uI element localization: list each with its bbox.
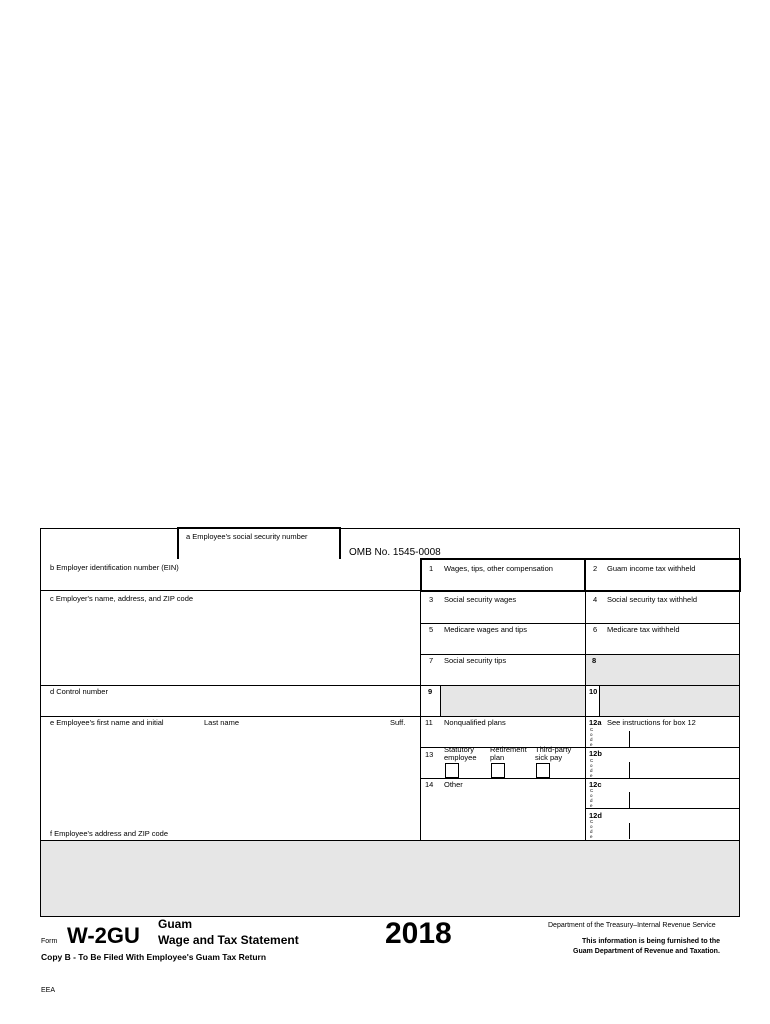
box1-num: 1 [429,564,434,573]
info-line2: Guam Department of Revenue and Taxation. [573,948,720,955]
box1-label: Wages, tips, other compensation [444,564,553,573]
box2-num: 2 [593,564,598,573]
code-12c: C o d e [590,788,594,808]
box7-num: 7 [429,656,434,665]
form-name: W-2GU [67,923,140,948]
retirement-plan-checkbox[interactable] [491,763,505,778]
form-word: Form [41,938,58,945]
box9-shade [440,685,585,716]
box-a-label: a Employee's social security number [186,532,308,541]
box4-label: Social security tax withheld [607,595,698,604]
omb-number: OMB No. 1545-0008 [349,547,441,558]
box-f-label: f Employee's address and ZIP code [50,829,169,838]
box4-num: 4 [593,595,598,604]
dept-line: Department of the Treasury–Internal Revenue Service [548,922,716,929]
code-12b: C o d e [590,758,594,778]
code-12a: C o d e [590,727,594,747]
box14-label: Other [444,780,463,789]
box5-num: 5 [429,625,434,634]
box12a-num: 12a [589,718,602,727]
box13-num: 13 [425,750,434,759]
statutory-employee-checkbox[interactable] [445,763,459,778]
title-line1: Guam [158,917,193,931]
box6-label: Medicare tax withheld [607,625,680,634]
box12b-num: 12b [589,749,602,758]
box7-label: Social security tips [444,656,507,665]
box6-num: 6 [593,625,598,634]
box-b-label: b Employer identification number (EIN) [50,563,179,572]
box12d-num: 12d [589,811,602,820]
box2-label: Guam income tax withheld [607,564,696,573]
box-e-suff-label: Suff. [390,718,406,727]
box8-num: 8 [592,656,597,665]
bottom-shade [41,840,739,916]
box-e-first-label: e Employee's first name and initial [50,718,164,727]
box12a-label: See instructions for box 12 [607,718,696,727]
box5-label: Medicare wages and tips [444,625,527,634]
form-year: 2018 [385,917,452,950]
box11-label: Nonqualified plans [444,718,506,727]
box9-num: 9 [428,687,433,696]
eea-mark: EEA [41,987,56,994]
box13-statutory: Statutory employee [444,745,477,762]
third-party-sick-pay-checkbox[interactable] [536,763,550,778]
box12c-num: 12c [589,780,602,789]
info-line1: This information is being furnished to the [582,938,721,945]
copy-line: Copy B - To Be Filed With Employee's Guam Tax Return [41,952,267,962]
box13-retirement: Retirement plan [490,745,527,762]
box-c-label: c Employer's name, address, and ZIP code [50,594,194,603]
box10-shade [599,685,739,716]
box3-label: Social security wages [444,595,517,604]
title-line2: Wage and Tax Statement [158,933,299,947]
box13-thirdparty: Third-party sick pay [535,745,572,762]
box-e-last-label: Last name [204,718,240,727]
box-d-label: d Control number [50,687,108,696]
box11-num: 11 [425,718,433,727]
box8-shade [585,654,739,685]
box10-num: 10 [589,687,598,696]
box3-num: 3 [429,595,434,604]
box14-num: 14 [425,780,434,789]
code-12d: C o d e [590,819,594,839]
